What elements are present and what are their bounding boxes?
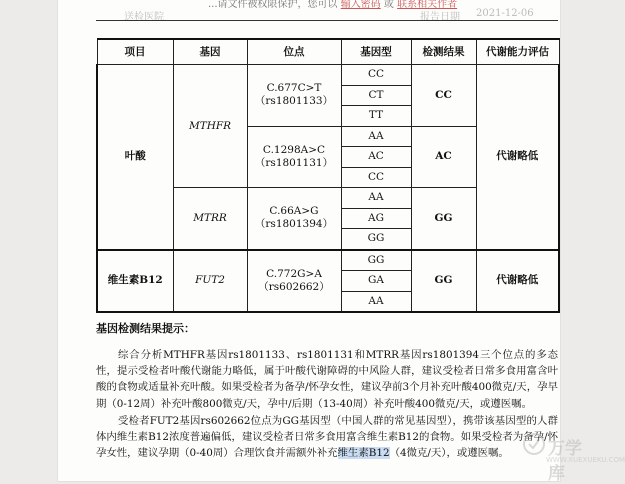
site-code: C.1298A>C — [262, 143, 326, 156]
site-cell — [247, 188, 341, 250]
site-code: C.772G>A — [266, 267, 322, 280]
site-rs: （rs1801133） — [254, 95, 334, 108]
site-cell — [247, 250, 341, 313]
genotype-cell: AA — [341, 291, 411, 312]
report-date-label: 报告日期 — [420, 12, 460, 23]
gene-cell: FUT2 — [173, 250, 247, 313]
evaluation-cell: 代谢略低 — [476, 250, 559, 313]
item-cell: 叶酸 — [97, 65, 173, 250]
site-rs: （rs602662） — [258, 280, 330, 293]
genotype-cell: AG — [341, 208, 411, 229]
result-cell: AC — [411, 126, 476, 188]
col-header-item: 项目 — [97, 39, 173, 65]
result-cell: CC — [411, 65, 476, 127]
genotype-cell: CT — [341, 85, 411, 106]
notice-text: ...请文件被权限保护，您可以 — [208, 0, 338, 10]
genotype-cell: TT — [341, 106, 411, 127]
document-page — [58, 0, 560, 481]
hint-paragraph-b12 — [96, 413, 558, 462]
col-header-gene: 基因 — [173, 39, 247, 65]
site-cell — [247, 126, 341, 188]
site-cell — [247, 65, 341, 127]
enter-password-link[interactable]: 输入密码 — [340, 0, 381, 10]
contact-author-link[interactable]: 联系相关作者 — [397, 0, 458, 10]
result-cell: GG — [411, 188, 476, 250]
site-watermark — [522, 432, 625, 484]
hint-paragraph-folate: 综合分析MTHFR基因rs1801133、rs1801131和MTRR基因rs1801394三个位点的多态性，提示受检者叶酸代谢能力略低，属于叶酸代谢障碍的中风险人群，建议受检者日常多食用富含叶酸的食物或适量补充叶酸。如果受检者为备孕/怀孕女性，建议孕前3个月补充叶酸400微克/天，孕早期（0-12周）补充叶酸800微克/天，孕中/后期（13-40周）补充叶酸400微克/天，或遵医嘱。 — [96, 349, 558, 410]
table-header-row — [97, 39, 559, 65]
paragraph-text: 受检者FUT2基因rs602662位点为GG基因型（中国人群的常见基因型），携带该基因型的人群体内维生素B12浓度普遍偏低，建议受检者日常多食用富含维生素B12的食物。如果受检者为备孕/怀孕女性，建议孕期（0-40周）合理饮食并需额外补充 — [96, 415, 558, 460]
genotype-cell: CC — [341, 65, 411, 86]
site-rs: （rs1801394） — [254, 218, 334, 231]
gene-result-table — [96, 38, 560, 313]
site-rs: （rs1801131） — [254, 156, 334, 169]
gene-cell: MTHFR — [173, 65, 247, 188]
watermark-url: WWW.XUEXUEKU.COM — [546, 456, 625, 464]
header-divider — [96, 20, 558, 21]
site-code: C.677C>T — [266, 82, 322, 95]
report-date-value: 2021-12-06 — [476, 8, 534, 19]
watermark-text: 万学库 — [548, 439, 582, 484]
genotype-cell: AA — [341, 188, 411, 209]
table-row — [97, 65, 559, 86]
genotype-cell: AC — [341, 147, 411, 168]
report-header — [58, 0, 560, 22]
result-cell: GG — [411, 250, 476, 313]
site-code: C.66A>G — [269, 205, 319, 218]
table-row — [97, 250, 559, 271]
genotype-cell: GG — [341, 229, 411, 250]
evaluation-cell: 代谢略低 — [476, 65, 559, 250]
col-header-result: 检测结果 — [411, 39, 476, 65]
notice-or: 或 — [383, 0, 394, 10]
genotype-cell: AA — [341, 126, 411, 147]
gene-cell: MTRR — [173, 188, 247, 250]
item-cell: 维生素B12 — [97, 250, 173, 313]
paragraph-text: （4微克/天），或遵医嘱。 — [389, 447, 509, 460]
genotype-cell: GG — [341, 250, 411, 271]
hospital-label: 送检医院 — [124, 12, 164, 23]
selected-text-highlight: 维生素B12 — [337, 447, 390, 460]
col-header-evaluation: 代谢能力评估 — [476, 39, 559, 65]
watermark-logo-icon — [522, 432, 546, 456]
genotype-cell: CC — [341, 167, 411, 188]
col-header-genotype: 基因型 — [341, 39, 411, 65]
genotype-cell: GA — [341, 271, 411, 292]
hint-title: 基因检测结果提示： — [96, 322, 195, 335]
col-header-site: 位点 — [247, 39, 341, 65]
